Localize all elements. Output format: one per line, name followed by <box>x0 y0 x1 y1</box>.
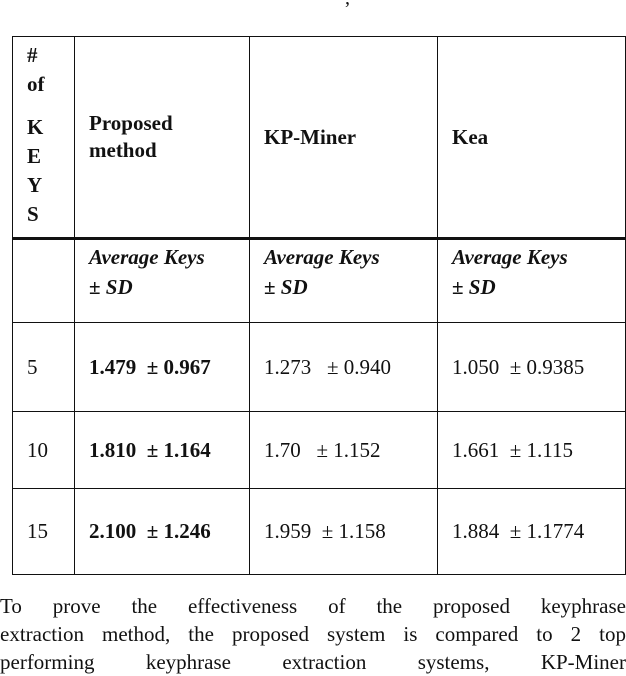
avg-keys-sd-label <box>75 239 250 323</box>
table-row <box>13 323 626 412</box>
kp-miner-header: KP-Miner <box>250 37 438 239</box>
keys-header-char: of <box>27 72 45 96</box>
results-table <box>12 36 626 575</box>
sd-label: ± SD <box>452 275 496 299</box>
sd-label: ± SD <box>89 275 133 299</box>
keys-header-char: Y <box>27 173 43 197</box>
avg-keys-label: Average Keys <box>452 245 568 269</box>
proposed-value-cell: 1.810 ± 1.164 <box>75 412 250 489</box>
keys-header-char: K <box>27 115 44 139</box>
proposed-value-cell: 2.100 ± 1.246 <box>75 489 250 575</box>
avg-keys-label: Average Keys <box>264 245 380 269</box>
paragraph-line: extraction method, the proposed system is compared to 2 top <box>0 622 626 646</box>
keys-header-char: S <box>27 202 39 226</box>
kea-header: Kea <box>438 37 626 239</box>
empty-keys-cell <box>13 239 75 323</box>
avg-keys-sd-label <box>250 239 438 323</box>
proposed-header-line2: method <box>89 138 157 162</box>
kea-value-cell: 1.050 ± 0.9385 <box>438 323 626 412</box>
proposed-method-header <box>75 37 250 239</box>
keys-header-char: # <box>27 43 38 67</box>
paragraph-line: To prove the effectiveness of the proposed keyphrase <box>0 594 626 618</box>
keys-count-cell: 5 <box>13 323 75 412</box>
keys-count-cell: 10 <box>13 412 75 489</box>
kea-value-cell: 1.661 ± 1.115 <box>438 412 626 489</box>
top-text-fragment <box>345 0 350 8</box>
body-paragraph <box>0 592 626 676</box>
sd-label: ± SD <box>264 275 308 299</box>
kea-value-cell: 1.884 ± 1.1774 <box>438 489 626 575</box>
avg-keys-sd-label <box>438 239 626 323</box>
table-header-row <box>13 37 626 239</box>
kp-miner-value-cell: 1.70 ± 1.152 <box>250 412 438 489</box>
avg-keys-label: Average Keys <box>89 245 205 269</box>
kp-miner-value-cell: 1.959 ± 1.158 <box>250 489 438 575</box>
table-row <box>13 489 626 575</box>
proposed-header-line1: Proposed <box>89 111 173 135</box>
keys-count-cell: 15 <box>13 489 75 575</box>
table-subheader-row <box>13 239 626 323</box>
proposed-value-cell: 1.479 ± 0.967 <box>75 323 250 412</box>
table-row <box>13 412 626 489</box>
keys-header-spacer <box>27 99 74 113</box>
paragraph-line: performing keyphrase extraction systems, KP-Miner <box>0 650 626 674</box>
keys-header-char: E <box>27 144 42 168</box>
kp-miner-value-cell: 1.273 ± 0.940 <box>250 323 438 412</box>
keys-column-header <box>13 37 75 239</box>
